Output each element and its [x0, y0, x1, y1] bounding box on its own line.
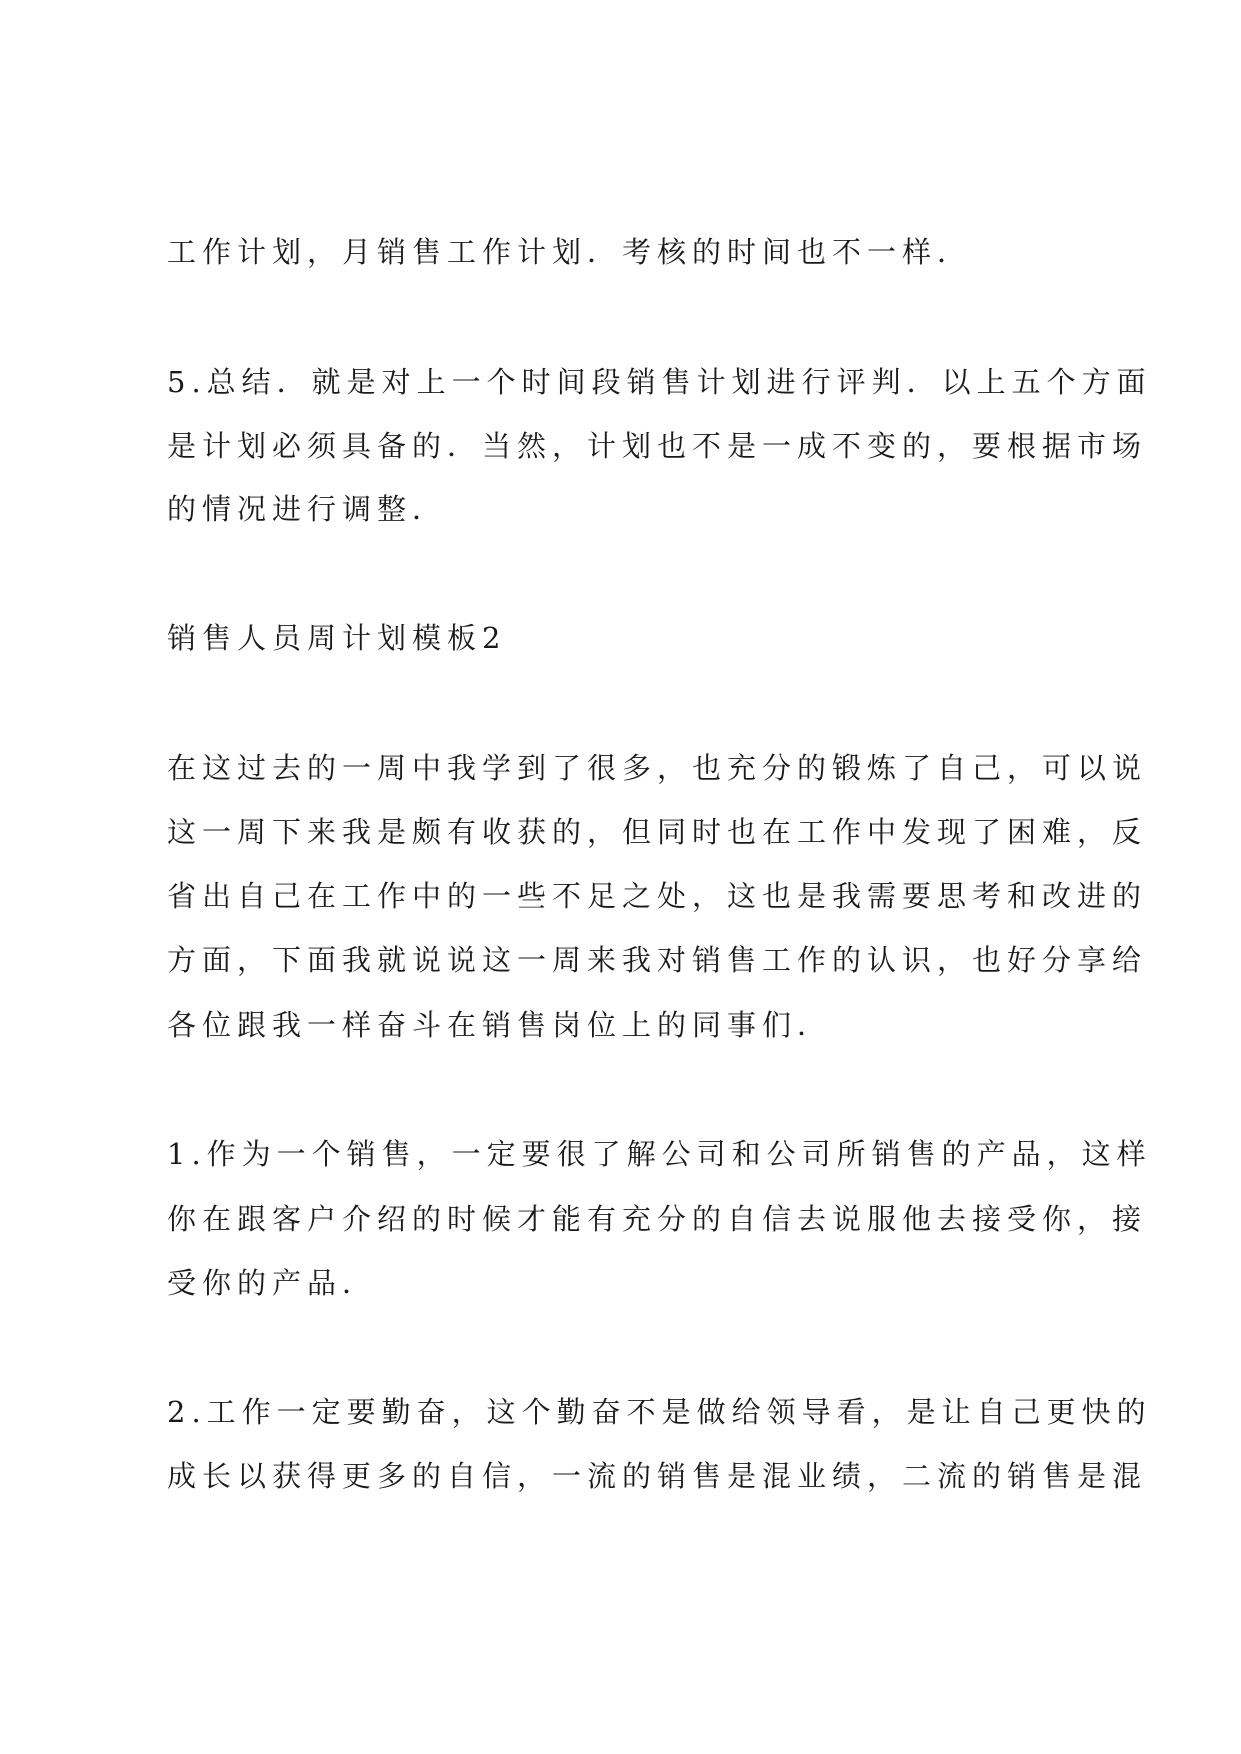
text-line: 是计划必须具备的．当然，计划也不是一成不变的，要根据市场: [167, 429, 1148, 463]
section-heading-text: 销售人员周计划模板2: [167, 621, 507, 655]
text-line: 受你的产品．: [167, 1266, 378, 1300]
text-line: 在这过去的一周中我学到了很多，也充分的锻炼了自己，可以说: [167, 751, 1148, 785]
text-line: 各位跟我一样奋斗在销售岗位上的同事们．: [167, 1008, 833, 1042]
text-line: 5.总结．就是对上一个时间段销售计划进行评判．以上五个方面: [167, 365, 1152, 399]
text-line: 你在跟客户介绍的时候才能有充分的自信去说服他去接受你，接: [167, 1202, 1148, 1236]
text-line: 2.工作一定要勤奋，这个勤奋不是做给领导看，是让自己更快的: [167, 1395, 1152, 1429]
text-line: 1.作为一个销售，一定要很了解公司和公司所销售的产品，这样: [167, 1137, 1152, 1171]
text-line: 方面，下面我就说说这一周来我对销售工作的认识，也好分享给: [167, 943, 1148, 977]
text-line: 工作计划，月销售工作计划．考核的时间也不一样．: [167, 235, 973, 269]
text-line: 成长以获得更多的自信，一流的销售是混业绩，二流的销售是混: [167, 1459, 1148, 1493]
text-line: 的情况进行调整．: [167, 492, 448, 526]
text-line: 这一周下来我是颇有收获的，但同时也在工作中发现了困难，反: [167, 815, 1148, 849]
text-line: 省出自己在工作中的一些不足之处，这也是我需要思考和改进的: [167, 879, 1148, 913]
